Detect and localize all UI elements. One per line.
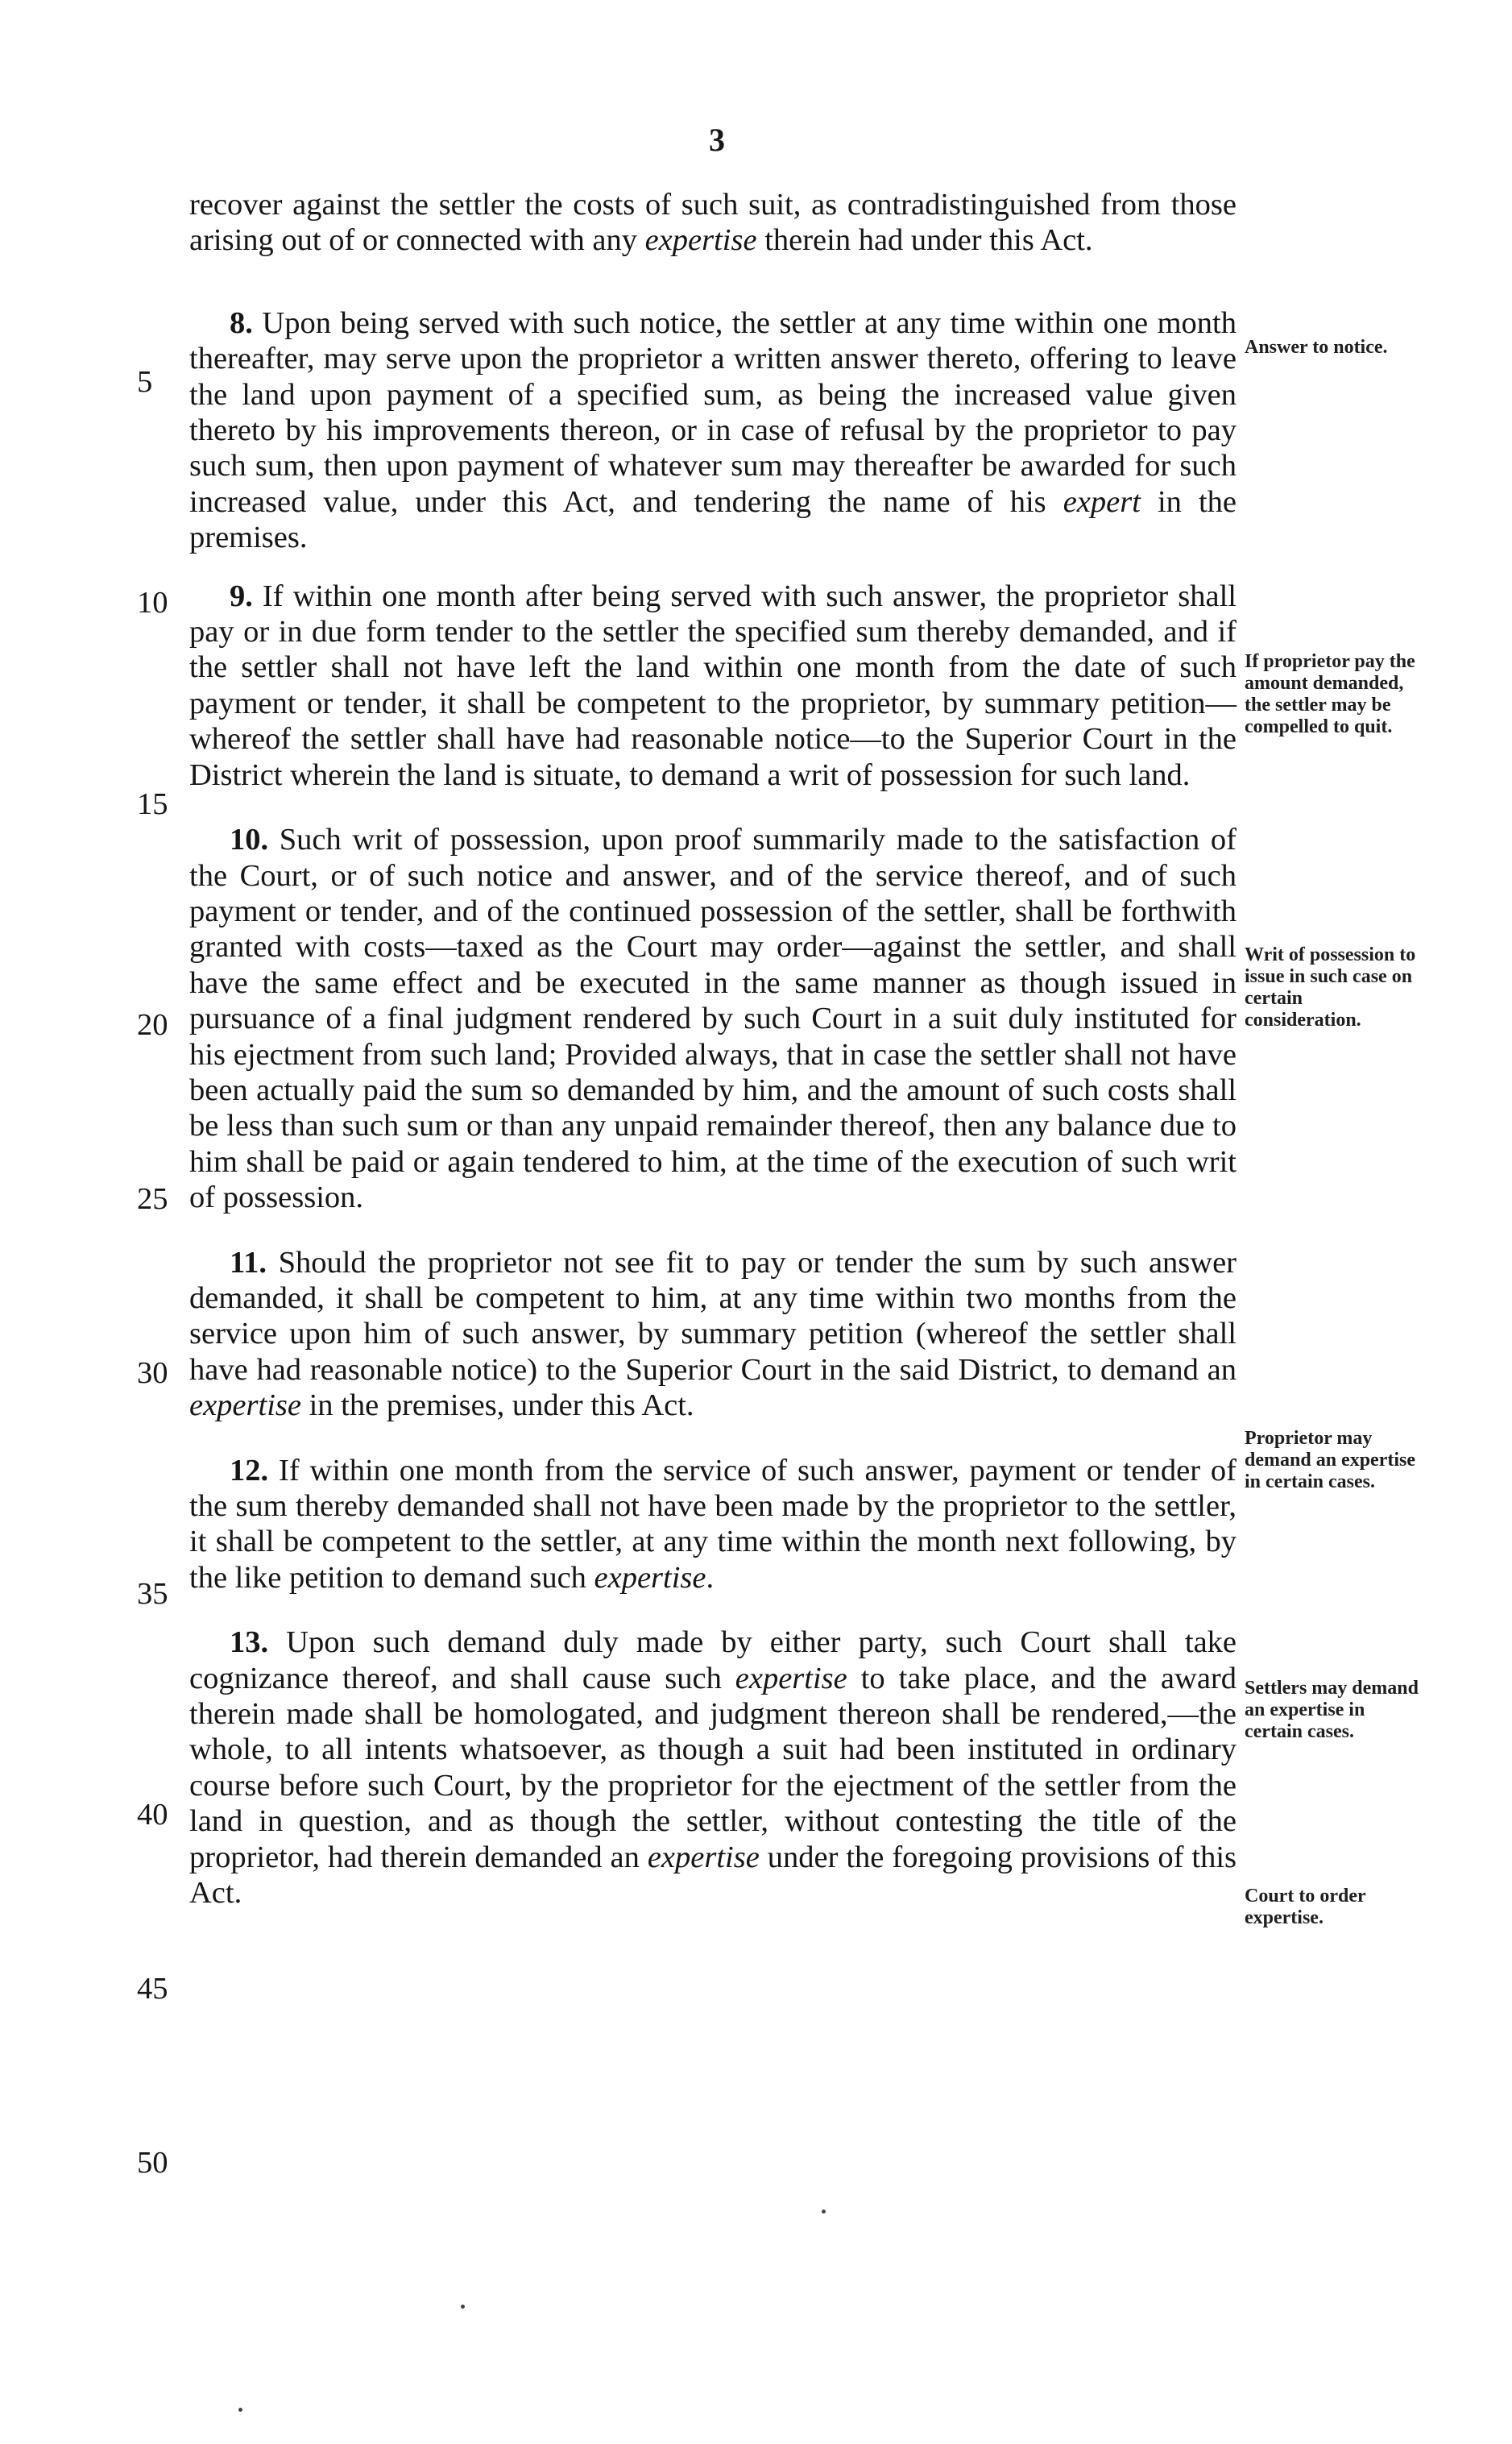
section-8 — [189, 305, 1237, 556]
paragraph-text: Should the proprietor not see fit to pay or tender the sum by such answer demanded, it shall be competent to him, at any time within two months from the service upon him of such answer, by summary petition (whereof the settler shall have had reasonable notice) to the Superior Court in the said District, to demand an — [189, 1245, 1237, 1387]
margin-note: Proprietor may demand an expertise in certain cases. — [1245, 1428, 1415, 1492]
paragraph-text: . — [706, 1560, 715, 1595]
line-number: 30 — [137, 1356, 168, 1390]
line-number: 15 — [137, 787, 168, 821]
section-number: 11. — [230, 1245, 267, 1280]
margin-note: Answer to notice. — [1245, 337, 1388, 358]
paragraph-text: Upon being served with such notice, the settler at any time within one month thereafter, may serve upon the proprietor a written answer thereto, offering to leave the land upon payment of a specified sum, as being the increased value given thereto by his improvements thereon, or in case of refusal by the proprietor to pay such sum, then upon payment of whatever sum may thereafter be awarded for such increased value, under this Act, and tendering the name of his — [189, 305, 1237, 519]
line-number: 40 — [137, 1798, 168, 1832]
section-9 — [189, 579, 1237, 793]
page-number: 3 — [709, 122, 725, 158]
paragraph-text: in the premises, under this Act. — [300, 1388, 694, 1423]
line-number: 45 — [137, 1972, 168, 2006]
italic-term: expertise — [647, 1840, 760, 1874]
section-12 — [189, 1453, 1237, 1596]
ink-speck — [822, 2210, 826, 2214]
margin-note: Court to order expertise. — [1245, 1886, 1366, 1928]
section-number: 10. — [230, 823, 269, 857]
paragraph-text: under the foregoing provisions of this Act. — [189, 1840, 1237, 1911]
margin-note: Writ of possession to issue in such case on certain consideration. — [1245, 944, 1416, 1031]
italic-term: expertise — [735, 1661, 847, 1695]
body-text — [189, 187, 1237, 1911]
paragraph-text: If within one month after being served with such answer, the proprietor shall pay or in due form tender to the settler the specified sum thereby demanded, and if the settler shall not have left the land within one month from the date of such payment or tender, it shall be competent to the proprietor, by summary petition—whereof the settler shall have had reasonable notice—to the Superior Court in the District wherein the land is situate, to demand a writ of possession for such land. — [189, 579, 1237, 792]
margin-note: Settlers may demand an expertise in certain cases. — [1245, 1678, 1419, 1742]
ink-speck — [461, 2305, 465, 2309]
line-number: 35 — [137, 1577, 168, 1611]
italic-term: expert — [1063, 484, 1141, 519]
line-number: 20 — [137, 1008, 168, 1042]
ink-speck — [238, 2408, 242, 2412]
line-number: 25 — [137, 1182, 168, 1216]
italic-term: expertise — [644, 223, 757, 258]
section-number: 12. — [230, 1453, 269, 1488]
paragraph-text: Such writ of possession, upon proof summarily made to the satisfaction of the Court, or of such notice and answer, and of the service thereof, and of such payment or tender, and of the continued possession of the settler, shall be forthwith granted with costs—taxed as the Court may order—against the settler, and shall have the same effect and be executed in the same manner as though issued in pursuance of a final judgment rendered by such Court in a suit duly instituted for his ejectment from such land; Provided always, that in case the settler shall not have been actually paid the sum so demanded by him, and the amount of such costs shall be less than such sum or than any unpaid remainder thereof, then any balance due to him shall be paid or again tendered to him, at the time of the execution of such writ of possession. — [189, 823, 1237, 1215]
section-13 — [189, 1624, 1237, 1911]
paragraph-text: Upon such demand duly made by either party, such Court shall take cognizance thereof, and shall cause such — [189, 1625, 1237, 1695]
section-10 — [189, 822, 1237, 1215]
paragraph-text: to take place, and the award therein made shall be homologated, and judgment thereon shall be rendered,—the whole, to all intents whatsoever, as though a suit had been instituted in ordinary course before such Court, by the proprietor for the ejectment of the settler from the land in question, and as though the settler, without contesting the title of the proprietor, had therein demanded an — [189, 1661, 1237, 1874]
paragraph-text: If within one month from the service of such answer, payment or tender of the sum thereby demanded shall not have been made by the proprietor to the settler, it shall be competent to the settler, at any time within the month next following, by the like petition to demand such — [189, 1453, 1237, 1595]
paragraph-text: therein had under this Act. — [756, 223, 1093, 258]
paragraph-continuation — [189, 187, 1237, 259]
paragraph-text: recover against the settler the costs of such suit, as contradistinguished from those arising out of or connected with any — [189, 188, 1237, 258]
line-number: 10 — [137, 586, 168, 620]
section-11 — [189, 1245, 1237, 1424]
section-number: 13. — [230, 1625, 269, 1660]
line-number: 50 — [137, 2146, 168, 2180]
section-number: 8. — [230, 305, 253, 340]
margin-note: If proprietor pay the amount demanded, the settler may be compelled to quit. — [1245, 651, 1415, 737]
italic-term: expertise — [594, 1560, 706, 1595]
italic-term: expertise — [189, 1388, 301, 1423]
line-number: 5 — [137, 365, 153, 399]
section-number: 9. — [230, 579, 253, 613]
paragraph-text: in the premises. — [189, 484, 1237, 555]
